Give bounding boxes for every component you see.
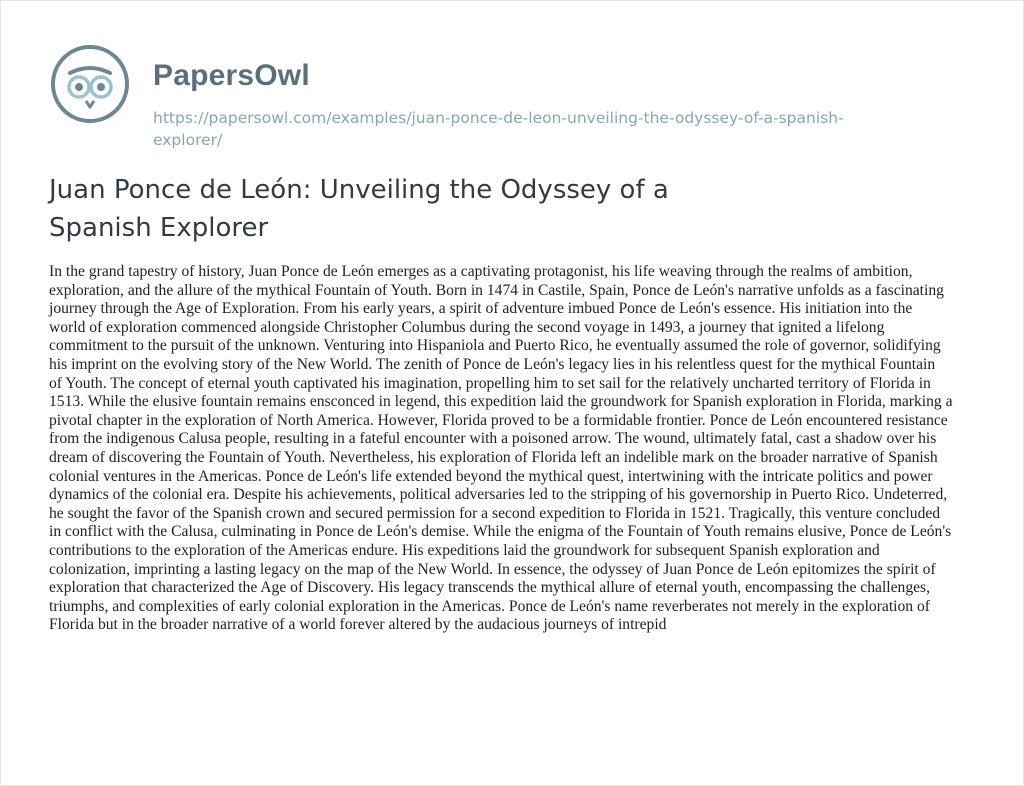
source-url-line-2[interactable]: explorer/	[153, 131, 223, 149]
essay-body-line: world of exploration commenced alongside Christopher Columbus during the second voyage in 1493, a journey that ignited a lifelong	[49, 318, 885, 336]
owl-logo-icon	[49, 43, 131, 125]
essay-body-line: pivotal chapter in the exploration of North America. However, Florida proved to be a formidable frontier. Ponce de León encountered resistance	[49, 411, 948, 429]
essay-body-line: his imprint on the evolving story of the New World. The zenith of Ponce de León's legacy lies in his relentless quest for the mythical Fountain	[49, 355, 936, 373]
essay-body-line: he sought the favor of the Spanish crown and secured permission for a second expedition to Florida in 1521. Tragically, this venture concluded	[49, 504, 941, 522]
document-title-line-1: Juan Ponce de León: Unveiling the Odyssey of a	[49, 175, 669, 205]
essay-body-line: colonization, imprinting a lasting legacy on the map of the New World. In essence, the odyssey of Juan Ponce de León epitomizes the spirit of	[49, 560, 936, 578]
source-url[interactable]	[153, 107, 923, 151]
essay-body-line: dream of discovering the Fountain of Youth. Nevertheless, his exploration of Florida left an indelible mark on the broader narrative of Spanish	[49, 448, 938, 466]
essay-body	[49, 263, 979, 635]
essay-body-line: journey through the Age of Exploration. From his early years, a spirit of adventure imbued Ponce de León's essence. His initiation into the	[49, 300, 913, 318]
document-title-line-2: Spanish Explorer	[49, 213, 269, 243]
essay-body-line: 1513. While the elusive fountain remains ensconced in legend, this expedition laid the groundwork for Spanish exploration in Florida, marking a	[49, 393, 953, 411]
essay-body-line: contributions to the exploration of the Americas endure. His expeditions laid the groundwork for subsequent Spanish exploration and	[49, 541, 880, 559]
essay-body-line: of Youth. The concept of eternal youth captivated his imagination, propelling him to set sail for the relatively uncharted territory of Florida in	[49, 374, 931, 392]
brand-name[interactable]: PapersOwl	[153, 59, 310, 92]
essay-body-line: in conflict with the Calusa, culminating in Ponce de León's demise. While the enigma of the Fountain of Youth remains elusive, Ponce de León's	[49, 523, 952, 541]
essay-body-line: exploration, and the allure of the mythical Fountain of Youth. Born in 1474 in Castile, Spain, Ponce de León's narrative unfolds as a fascinating	[49, 281, 944, 299]
essay-body-line: from the indigenous Calusa people, resulting in a fateful encounter with a poisoned arrow. The wound, ultimately fatal, cast a shadow over his	[49, 430, 937, 448]
essay-body-line: exploration that characterized the Age of Discovery. His legacy transcends the mythical allure of eternal youth, encompassing the challenges,	[49, 579, 931, 597]
essay-body-line: triumphs, and complexities of early colonial exploration in the Americas. Ponce de León's name reverberates not merely in the exploration of	[49, 597, 930, 615]
essay-body-line: colonial ventures in the Americas. Ponce de León's life extended beyond the mythical quest, intertwining with the intricate politics and power	[49, 467, 933, 485]
essay-body-line: In the grand tapestry of history, Juan Ponce de León emerges as a captivating protagonist, his life weaving through the realms of ambition,	[49, 263, 913, 280]
source-url-line-1[interactable]: https://papersowl.com/examples/juan-ponce-de-leon-unveiling-the-odyssey-of-a-spanish-	[153, 109, 844, 127]
document-title	[49, 171, 769, 247]
essay-body-line: Florida but in the broader narrative of a world forever altered by the audacious journeys of intrepid	[49, 616, 667, 634]
essay-body-line: commitment to the pursuit of the unknown. Venturing into Hispaniola and Puerto Rico, he eventually assumed the role of governor, solidifying	[49, 337, 941, 355]
page-header	[49, 31, 989, 161]
essay-body-line: dynamics of the colonial era. Despite his achievements, political adversaries led to the stripping of his governorship in Puerto Rico. Undeterred,	[49, 486, 948, 504]
